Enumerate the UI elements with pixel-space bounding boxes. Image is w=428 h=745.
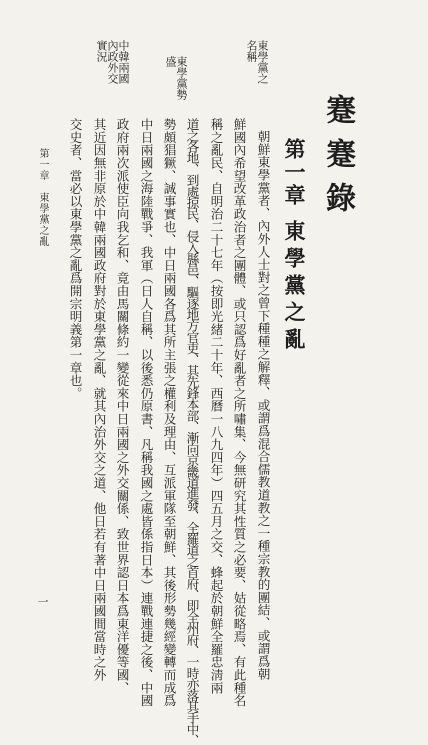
body-line: 稱之亂民、自明治二十七年（按即光緒二十年、西曆一八九四年）四五月之交、蜂起於朝鮮全羅忠淸兩: [208, 118, 224, 694]
running-footer: 第一章 東學黨之亂: [37, 148, 48, 247]
body-line: 朝鮮東學黨者、內外人士對之曾下種種之解釋、或謂爲混合儒教道教之一種宗教的團結、或謂爲朝: [255, 130, 271, 681]
margin-note-1-line-2: 名稱: [245, 40, 258, 62]
chapter-number: 第一章: [282, 138, 307, 207]
margin-note-2-line-2: 盛: [164, 56, 177, 67]
body-line: 中日兩國之海陸戰爭、我軍（日人自稱、以後悉仍原書、凡稱我國之處皆係指日本）連戰連捷之後、中國: [138, 118, 154, 707]
margin-note-3-line-1: 中韓兩國: [117, 40, 130, 84]
body-line: 勢頗猖獗、誠事實也、中日兩國各爲其所主張之權利及理由、互派軍隊至朝鮮、其後形勢幾經變轉而成爲: [161, 118, 177, 707]
body-line: 交史者、當必以東學黨之亂爲開宗明義第一章也。: [67, 118, 83, 400]
chapter-title: 東學黨之亂: [282, 220, 307, 355]
margin-note-3-line-3: 實況: [95, 40, 108, 62]
margin-note-2-line-1: 東學黨勢: [175, 56, 188, 100]
body-line: 政府兩次派使臣向我乞和、竟由馬關條約一變從來中日兩國之外交關係、致世界認日本爲東洋優等國、: [114, 118, 130, 694]
page-number: 一: [36, 596, 49, 607]
body-line: 其近因無非原於中韓兩國政府對於東學黨之亂、就其內治外交之道、他日若有著中日兩國間當時之外: [91, 118, 107, 682]
margin-note-3-line-2: 內政外交: [106, 40, 119, 84]
book-title: 蹇蹇錄: [320, 94, 355, 226]
body-line: 鮮國內希望改革政治者之團體、或只認爲好亂者之所嘯集、今無研究其性質之必要、姑從略焉、有此種名: [231, 118, 247, 707]
body-line: 道之各地、到處掠民、侵入縣邑、驅逐地方官吏、其先鋒本部、漸向京畿道進發、全羅道之首府、即全州府、一時亦落其手中、: [184, 118, 200, 745]
margin-note-1-line-1: 東學黨之: [256, 40, 269, 84]
